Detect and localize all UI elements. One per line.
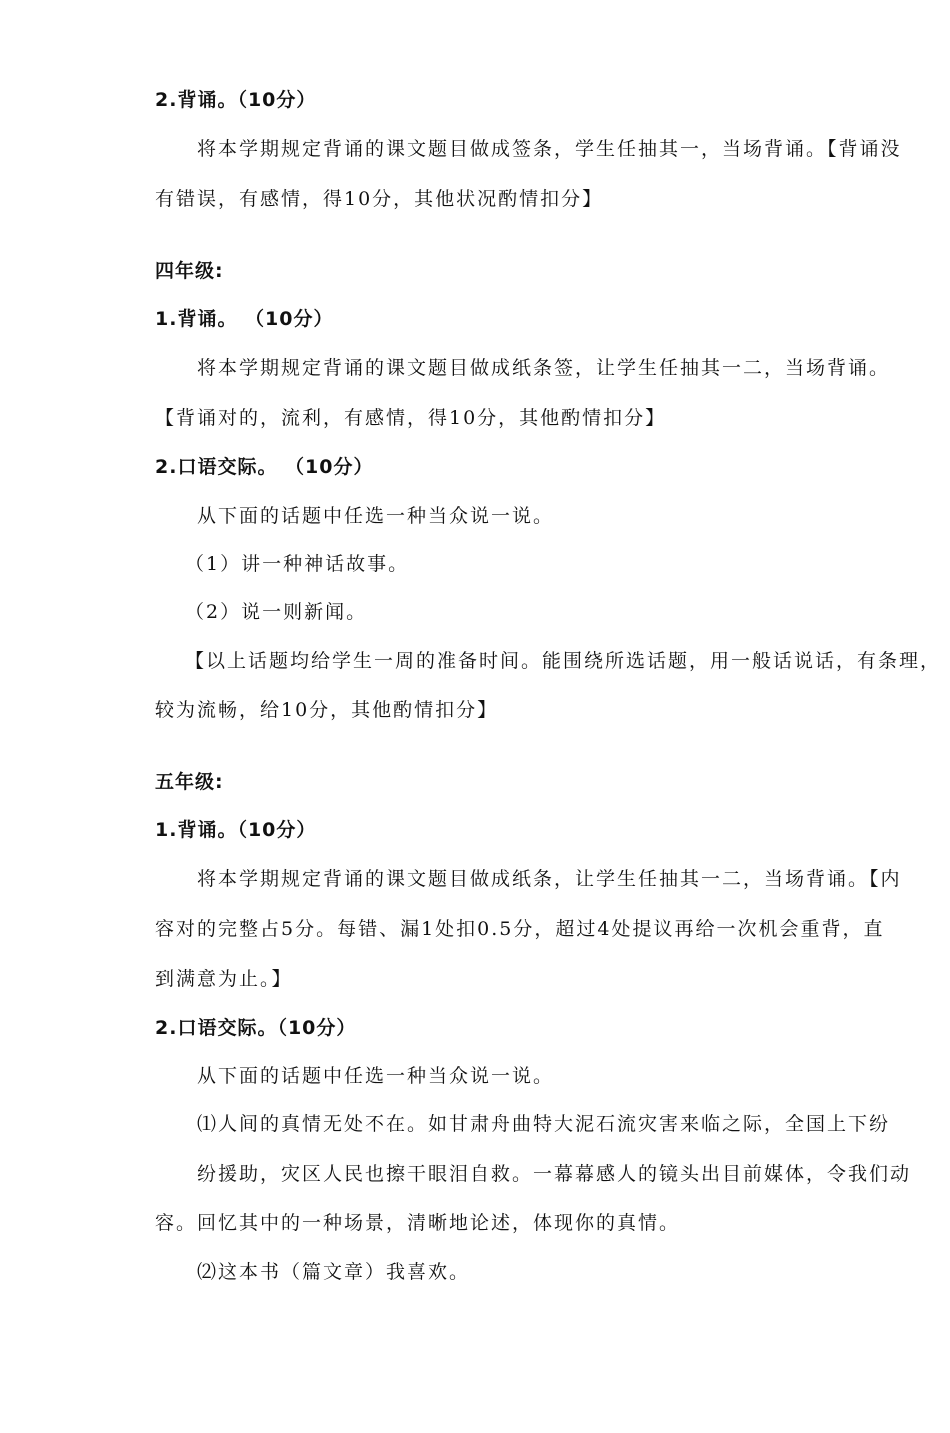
grade4-item1-paragraph-line1: 将本学期规定背诵的课文题目做成纸条签，让学生任抽其一二，当场背诵。 — [197, 357, 891, 379]
grade4-item2-note-line2: 较为流畅，给10分，其他酌情扣分】 — [155, 699, 499, 721]
grade4-title: 四年级: — [155, 260, 224, 282]
grade5-item2-option1-line2: 纷援助，灾区人民也擦干眼泪自救。一幕幕感人的镜头出目前媒体，令我们动 — [197, 1163, 912, 1185]
grade4-item2-option2: （2）说一则新闻。 — [185, 601, 368, 623]
grade5-item1-paragraph-line2: 容对的完整占5分。每错、漏1处扣0.5分，超过4处提议再给一次机会重背，直 — [155, 918, 885, 940]
grade5-item1-paragraph-line1: 将本学期规定背诵的课文题目做成纸条，让学生任抽其一二，当场背诵。【内 — [197, 868, 902, 890]
grade5-item1-paragraph-line3: 到满意为止。】 — [155, 968, 293, 990]
grade4-item2-heading: 2.口语交际。 （10分） — [155, 456, 374, 478]
grade4-item1-heading: 1.背诵。 （10分） — [155, 308, 334, 330]
grade5-item2-option1-line1: ⑴人间的真情无处不在。如甘肃舟曲特大泥石流灾害来临之际，全国上下纷 — [197, 1113, 891, 1135]
grade3-item2-heading: 2.背诵。（10分） — [155, 89, 317, 111]
grade4-item2-option1: （1）讲一种神话故事。 — [185, 553, 410, 575]
grade5-item2-heading: 2.口语交际。（10分） — [155, 1017, 357, 1039]
grade4-item2-intro: 从下面的话题中任选一种当众说一说。 — [197, 505, 555, 527]
grade4-item1-paragraph-line2: 【背诵对的，流利，有感情，得10分，其他酌情扣分】 — [155, 407, 667, 429]
grade3-item2-paragraph-line1: 将本学期规定背诵的课文题目做成签条，学生任抽其一，当场背诵。【背诵没 — [197, 138, 902, 160]
grade5-item2-option2: ⑵这本书（篇文章）我喜欢。 — [197, 1261, 471, 1283]
grade4-item2-note-line1: 【以上话题均给学生一周的准备时间。能围绕所选话题，用一般话说话，有条理， — [185, 650, 942, 672]
grade5-item2-intro: 从下面的话题中任选一种当众说一说。 — [197, 1065, 555, 1087]
grade5-item2-option1-line3: 容。回忆其中的一种场景，清晰地论述，体现你的真情。 — [155, 1212, 681, 1234]
grade3-item2-paragraph-line2: 有错误，有感情，得10分，其他状况酌情扣分】 — [155, 188, 604, 210]
grade5-title: 五年级: — [155, 771, 224, 793]
grade5-item1-heading: 1.背诵。（10分） — [155, 819, 317, 841]
